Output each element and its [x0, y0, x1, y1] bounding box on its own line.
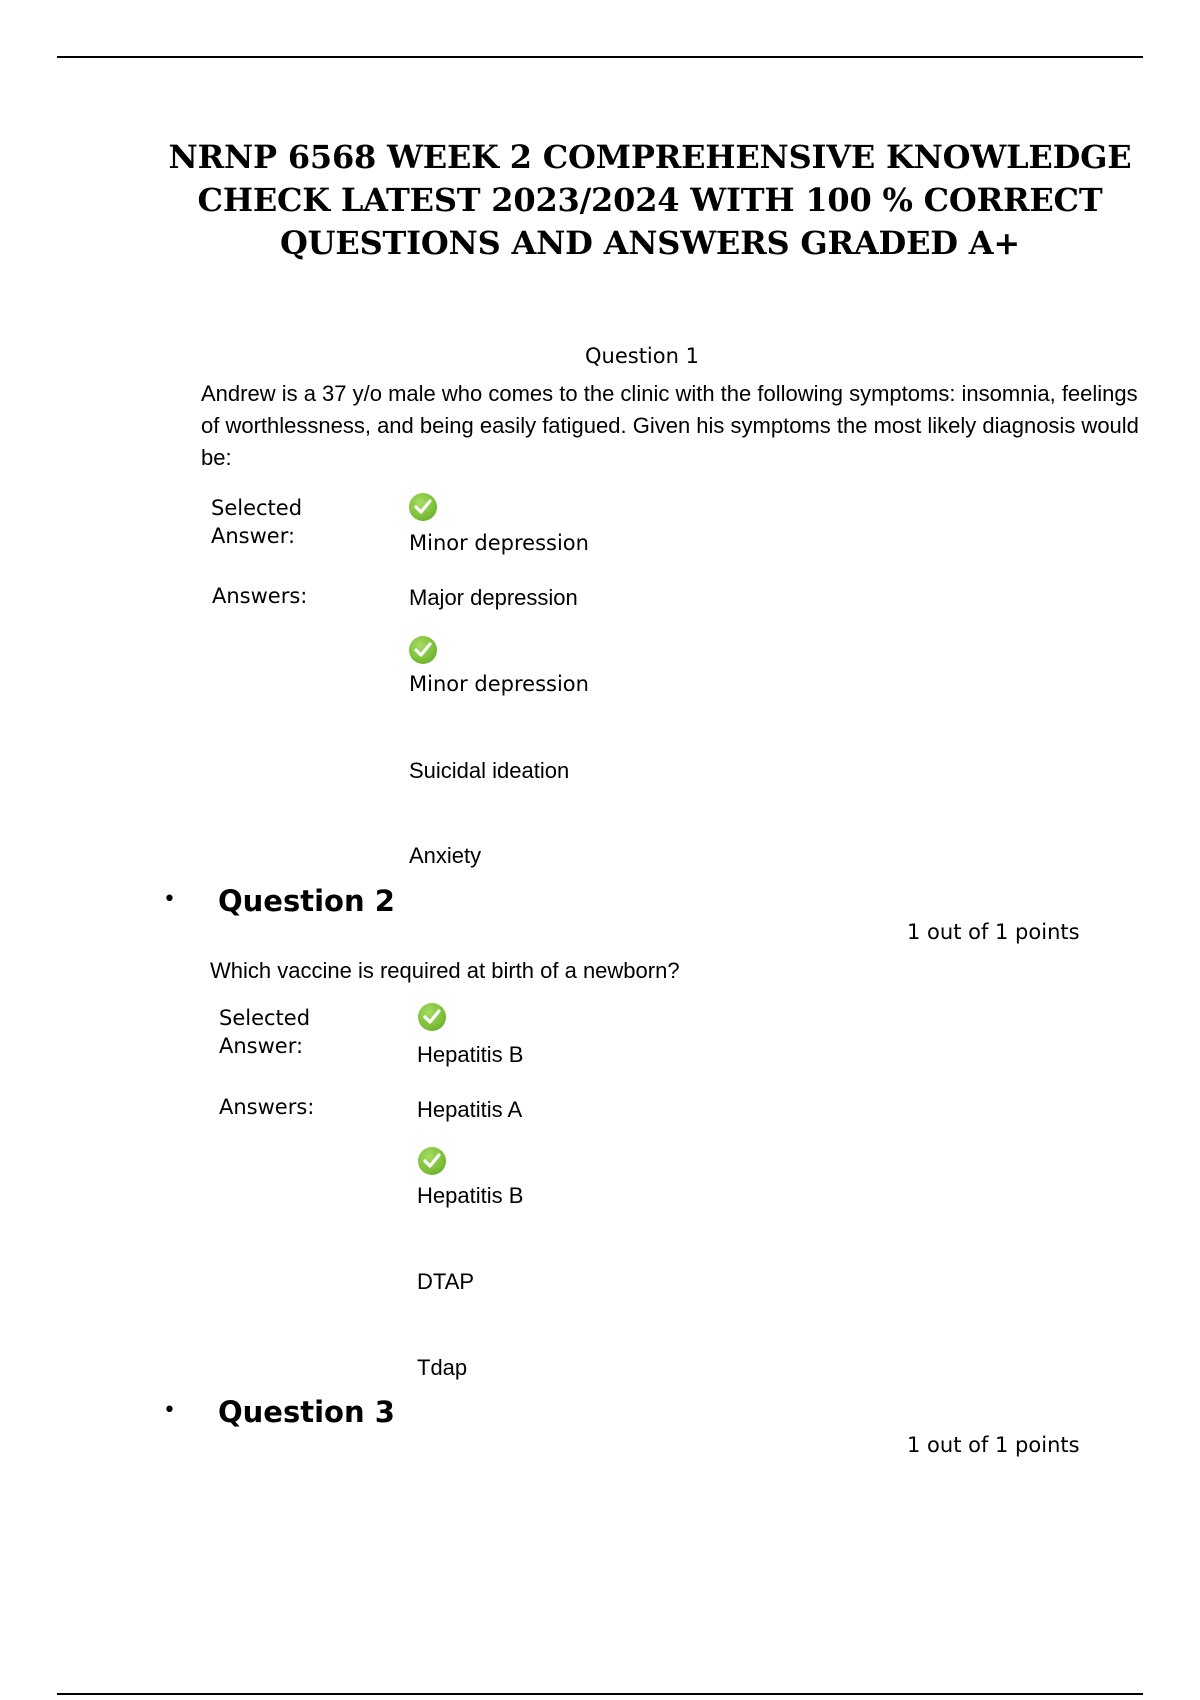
q1-option: Anxiety: [409, 843, 482, 868]
q1-answers-label: Answers:: [212, 584, 308, 608]
q2-option: Tdap: [417, 1355, 468, 1380]
check-circle-icon: [409, 636, 437, 664]
q1-selected-label: Selected Answer:: [211, 496, 303, 548]
q1-option: Suicidal ideation: [409, 758, 570, 783]
check-circle-icon: [418, 1147, 446, 1175]
q2-answers-label: Answers:: [219, 1095, 315, 1119]
question-1-prompt: Andrew is a 37 y/o male who comes to the clinic with the following symptoms: insomnia, feelings of worthlessness, and being easily fatigued. Given his symptoms the most likely diagnosis would be:: [201, 381, 1139, 470]
q2-option: Hepatitis A: [417, 1097, 523, 1122]
q1-selected-answer: Minor depression: [409, 531, 589, 555]
question-2-points: 1 out of 1 points: [907, 920, 1080, 944]
question-2-heading: Question 2: [218, 884, 395, 918]
q1-option-correct: Minor depression: [409, 672, 589, 696]
q2-option: DTAP: [417, 1269, 475, 1294]
question-3-points: 1 out of 1 points: [907, 1433, 1080, 1457]
q1-option: Major depression: [409, 585, 578, 610]
question-3-heading: Question 3: [218, 1395, 395, 1429]
q2-option-correct: Hepatitis B: [417, 1183, 524, 1208]
check-circle-icon: [418, 1003, 446, 1031]
document-title: NRNP 6568 WEEK 2 COMPREHENSIVE KNOWLEDGE CHECK LATEST 2023/2024 WITH 100 % CORRECT QUESTIONS AND ANSWERS GRADED A+: [168, 138, 1132, 262]
q2-selected-answer: Hepatitis B: [417, 1042, 524, 1067]
check-circle-icon: [409, 493, 437, 521]
top-rule: [57, 56, 1143, 58]
bullet: •: [163, 887, 176, 912]
question-1-heading: Question 1: [585, 344, 699, 368]
question-2-prompt: Which vaccine is required at birth of a newborn?: [210, 958, 680, 983]
bullet: •: [163, 1398, 176, 1423]
q2-selected-label: Selected Answer:: [219, 1006, 311, 1058]
bottom-rule: [57, 1693, 1143, 1695]
